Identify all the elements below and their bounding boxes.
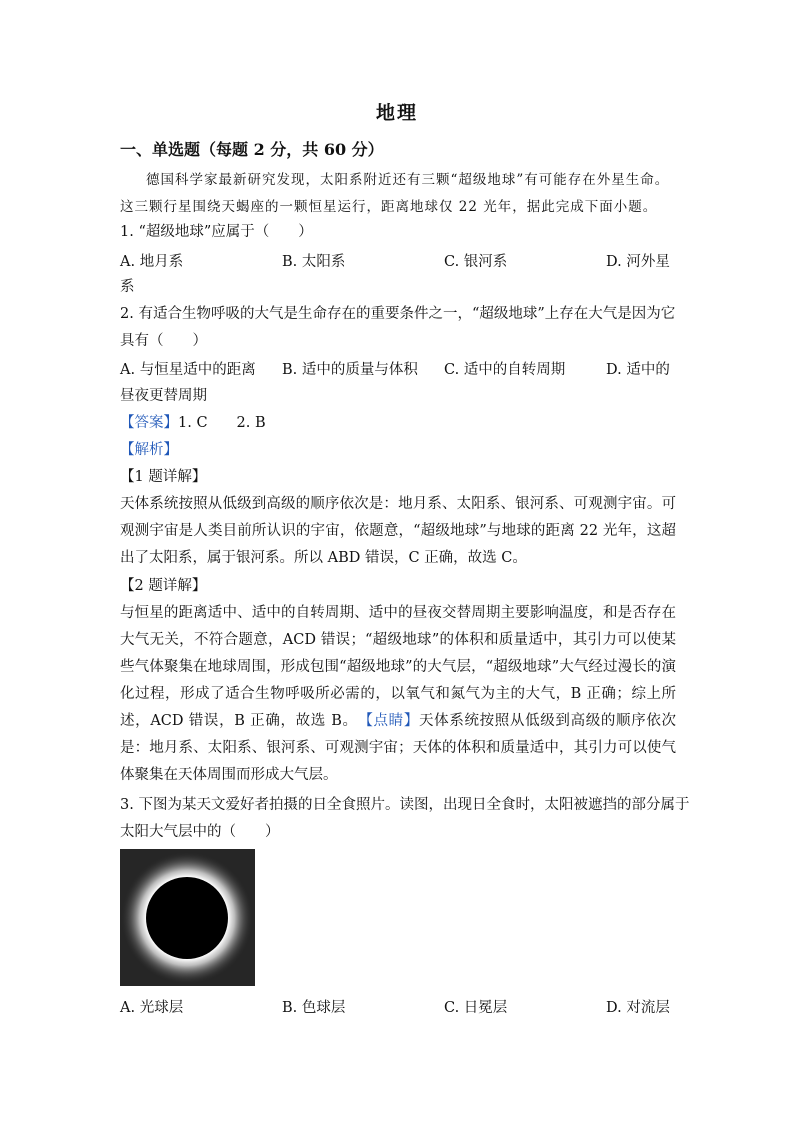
q2-option-c: C. 适中的自转周期 [444, 362, 566, 378]
moon-disk [146, 877, 228, 959]
page-title: 地理 [375, 102, 418, 124]
section-heading: 一、单选题（每题 2 分，共 60 分） [120, 140, 384, 159]
q3-options [120, 996, 676, 1018]
q1-options [120, 250, 676, 272]
q2-option-b: B. 适中的质量与体积 [282, 362, 418, 378]
intro-line-1: 德国科学家最新研究发现，太阳系附近还有三颗“超级地球”有可能存在外星生命。 [146, 172, 670, 188]
q1-option-a: A. 地月系 [120, 254, 184, 270]
q1-option-c: C. 银河系 [444, 254, 508, 270]
detail-1-text: 天体系统按照从低级到高级的顺序依次是：地月系、太阳系、银河系、可观测宇宙。可观测宇宙是人类目前所认识的宇宙，依题意，“超级地球”与地球的距离 22 光年，这超出了太阳系，属于银河系。所以 ABD 错误，C 正确，故选 C。 [120, 496, 676, 566]
eclipse-image [120, 849, 255, 986]
solar-eclipse-photo [120, 849, 255, 986]
q3-option-b: B. 色球层 [282, 1000, 346, 1016]
q2-options [120, 358, 676, 380]
q3-option-a: A. 光球层 [120, 1000, 184, 1016]
tip-text: 天体系统按照从低级到高级的顺序依次是：地月系、太阳系、银河系、可观测宇宙；天体的体积和质量适中，其引力可以使气体聚集在天体周围而形成大气层。 [120, 713, 677, 783]
intro-line-2: 这三颗行星围绕天蝎座的一颗恒星运行，距离地球仅 22 光年，据此完成下面小题。 [120, 199, 658, 215]
q1-option-b: B. 太阳系 [282, 254, 346, 270]
q1-option-wrap: 系 [120, 279, 135, 295]
analysis-label: 【解析】 [120, 442, 178, 458]
q2-stem-line-1: 2. 有适合生物呼吸的大气是生命存在的重要条件之一，“超级地球”上存在大气是因为它 [120, 306, 676, 322]
answer-label: 【答案】 [120, 415, 178, 431]
q1-option-d: D. 河外星 [606, 254, 670, 270]
q3-stem-line-2: 太阳大气层中的（ ） [120, 824, 280, 840]
q2-option-a: A. 与恒星适中的距离 [120, 362, 256, 378]
answer-line [120, 413, 266, 433]
detail-2-body: 与恒星的距离适中、适中的自转周期、适中的昼夜交替周期主要影响温度，和是否存在大气无关，不符合题意，ACD 错误；“超级地球”的体积和质量适中，其引力可以使某些气体聚集在地球周围，形成包围“超级地球”的大气层，“超级地球”大气经过漫长的演化过程，形成了适合生物呼吸所必需的，以氧气和氮气为主的大气，B 正确；综上所述，ACD 错误，B 正确，故选 B。 [120, 605, 676, 729]
q3-option-c: C. 日冕层 [444, 1000, 508, 1016]
q3-option-d: D. 对流层 [606, 1000, 670, 1016]
answer-value: 1. C 2. B [178, 415, 266, 431]
q2-option-wrap: 昼夜更替周期 [120, 388, 207, 404]
detail-2-label: 【2 题详解】 [120, 578, 207, 594]
detail-1-label: 【1 题详解】 [120, 469, 207, 485]
q3-stem-line-1: 3. 下图为某天文爱好者拍摄的日全食照片。读图，出现日全食时，太阳被遮挡的部分属于 [120, 797, 690, 813]
q2-stem-line-2: 具有（ ） [120, 333, 207, 349]
tip-label: 【点睛】 [365, 713, 419, 729]
q1-stem: 1. “超级地球”应属于（ ） [120, 224, 313, 240]
detail-2-text [120, 600, 676, 789]
q2-option-d: D. 适中的 [606, 362, 670, 378]
